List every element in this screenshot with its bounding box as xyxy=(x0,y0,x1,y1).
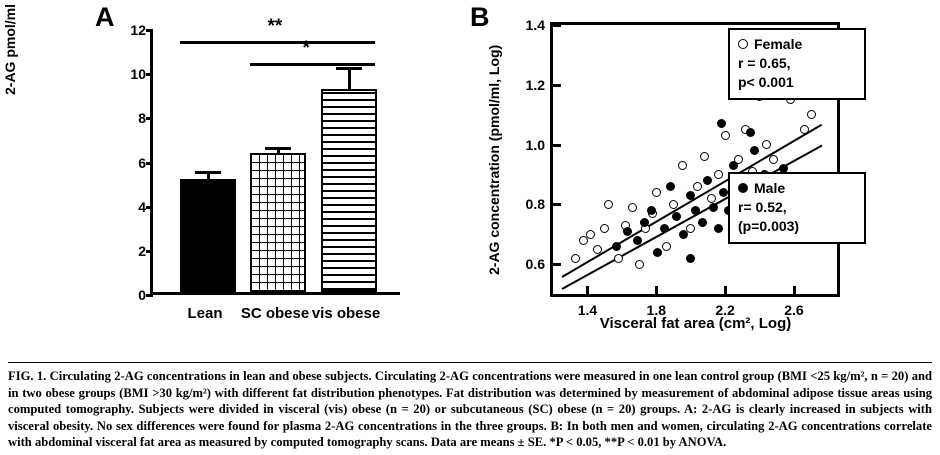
panel-a-y-tick-mark xyxy=(146,73,153,76)
panel-b-data-point xyxy=(700,152,709,161)
panel-b-data-point xyxy=(571,254,580,263)
panel-b-data-point xyxy=(662,242,671,251)
panel-a-y-tick-mark xyxy=(146,250,153,253)
panel-b-data-point xyxy=(800,125,809,134)
panel-a-significance-label: ** xyxy=(267,16,283,38)
panel-b-x-tick-mark xyxy=(793,286,796,294)
legend-female xyxy=(728,28,866,100)
panel-b-y-tick-label: 1.2 xyxy=(525,76,545,93)
panel-b xyxy=(460,0,940,350)
panel-b-y-tick-mark xyxy=(553,24,561,27)
panel-a-y-tick-mark xyxy=(146,206,153,209)
panel-a-y-tick-label: 4 xyxy=(138,198,146,215)
panel-a-significance-label: * xyxy=(302,38,310,60)
panel-b-data-point xyxy=(647,206,656,215)
panel-b-data-point xyxy=(762,140,771,149)
legend-male-p: (p=0.003) xyxy=(738,217,800,234)
caption-text: Circulating 2-AG concentrations in lean and obese subjects. Circulating 2-AG concentrations were measured in one lean control group (BMI <25 kg/m², n = 20) and in two obese groups (BMI >30 kg/m²) with different fat distribution phenotypes. Fat distribution was determined by measurement of abdominal adipose tissue areas using computed tomography. Subjects were divided in visceral (vis) obese (n = 20) or subcutaneous (SC) obese (n = 20) groups. A: 2-AG is clearly increased in subjects with visceral obesity. No sex differences were found for plasma 2-AG concentrations in the three groups. B: In both men and women, circulating 2-AG concentrations correlate with abdominal visceral fat area as measured by computed tomography scans. Data are means ± SE. *P < 0.05, **P < 0.01 by ANOVA. xyxy=(8,369,933,450)
panel-b-x-tick-mark xyxy=(655,286,658,294)
panel-a-y-tick-mark xyxy=(146,294,153,297)
panel-a-significance-line xyxy=(250,63,375,66)
panel-b-data-point xyxy=(612,242,621,251)
panel-b-x-tick-mark xyxy=(724,286,727,294)
panel-b-y-tick-mark xyxy=(553,84,561,87)
panel-a-bar-group xyxy=(250,27,306,292)
panel-b-data-point xyxy=(640,218,649,227)
panel-b-data-point xyxy=(714,170,723,179)
panel-a-x-tick-label: SC obese xyxy=(240,305,310,322)
panel-b-data-point xyxy=(653,248,662,257)
legend-male xyxy=(728,172,866,244)
panel-a-y-tick-mark xyxy=(146,29,153,32)
panel-b-data-point xyxy=(746,128,755,137)
legend-female-label: Female xyxy=(754,36,803,52)
panel-a-error-cap xyxy=(336,67,362,70)
panel-b-y-tick-label: 1.4 xyxy=(525,17,545,33)
legend-male-label: Male xyxy=(754,180,786,196)
panel-a-letter: A xyxy=(95,2,115,32)
panel-b-data-point xyxy=(679,230,688,239)
panel-a-y-tick-label: 12 xyxy=(130,22,146,38)
open-circle-icon xyxy=(738,39,748,49)
panel-b-y-tick-mark xyxy=(553,144,561,147)
panel-b-data-point xyxy=(678,161,687,170)
legend-female-p: p< 0.001 xyxy=(738,73,794,90)
panel-b-x-tick-label: 2.6 xyxy=(784,302,804,318)
panel-a-significance-line xyxy=(180,41,375,44)
caption-divider xyxy=(8,362,932,363)
panel-a-y-tick-mark xyxy=(146,117,153,120)
panel-a-y-tick-label: 6 xyxy=(138,154,146,171)
panel-b-data-point xyxy=(714,224,723,233)
caption-lead: FIG. 1. xyxy=(8,369,47,383)
panel-b-data-point xyxy=(666,182,675,191)
panel-a xyxy=(2,0,460,350)
figure-caption xyxy=(8,368,932,451)
panel-b-data-point xyxy=(586,230,595,239)
panel-b-data-point xyxy=(672,212,681,221)
panel-b-data-point xyxy=(686,224,695,233)
panel-b-data-point xyxy=(709,203,718,212)
panel-b-y-axis-label: 2-AG concentration (pmol/ml, Log) xyxy=(486,44,502,275)
legend-male-r: r= 0.52, xyxy=(738,198,787,215)
panel-a-y-tick-label: 8 xyxy=(138,110,146,127)
panel-b-data-point xyxy=(614,254,623,263)
panel-a-bars xyxy=(153,30,400,292)
panel-a-y-tick-mark xyxy=(146,162,153,165)
panel-a-bar-group xyxy=(321,27,377,292)
panel-a-y-tick-label: 10 xyxy=(130,66,146,83)
panel-b-x-axis-label: Visceral fat area (cm², Log) xyxy=(599,315,792,332)
panel-b-y-tick-label: 1.0 xyxy=(525,136,545,153)
panel-a-y-tick-label: 2 xyxy=(138,242,146,259)
panel-b-data-point xyxy=(593,245,602,254)
panel-b-y-tick-mark xyxy=(553,203,561,206)
panel-b-x-tick-mark xyxy=(586,286,589,294)
panel-a-error-bar xyxy=(348,70,351,89)
panel-b-data-point xyxy=(703,176,712,185)
panel-b-data-point xyxy=(807,110,816,119)
panel-a-bar xyxy=(180,179,236,292)
panel-a-error-cap xyxy=(265,147,291,150)
panel-b-data-point xyxy=(686,254,695,263)
panel-b-letter: B xyxy=(470,2,490,32)
panel-b-data-point xyxy=(693,182,702,191)
panel-a-x-tick-label: vis obese xyxy=(311,305,381,322)
panel-b-x-tick-label: 1.4 xyxy=(577,302,598,318)
panel-b-data-point xyxy=(698,218,707,227)
panel-b-data-point xyxy=(669,200,678,209)
panel-b-data-point xyxy=(750,146,759,155)
panel-b-y-tick-label: 0.6 xyxy=(525,256,545,273)
panel-b-data-point xyxy=(707,194,716,203)
panel-b-data-point xyxy=(652,188,661,197)
panel-a-error-bar xyxy=(207,174,210,180)
panel-b-data-point xyxy=(633,236,642,245)
panel-b-data-point xyxy=(628,203,637,212)
panel-a-error-cap xyxy=(195,171,221,174)
panel-b-data-point xyxy=(721,131,730,140)
panel-b-y-tick-mark xyxy=(553,263,561,266)
panel-a-y-axis-label: 2-AG pmol/ml xyxy=(2,3,18,95)
filled-circle-icon xyxy=(738,183,748,193)
panel-b-x-tick-label: 1.8 xyxy=(646,302,666,318)
panel-a-y-tick-label: 0 xyxy=(138,287,146,303)
panel-a-error-bar xyxy=(277,150,280,153)
panel-a-bar-group xyxy=(180,27,236,292)
panel-b-data-point xyxy=(686,191,695,200)
panel-a-x-tick-label: Lean xyxy=(187,305,223,322)
panel-b-data-point xyxy=(769,155,778,164)
panel-a-plot-area xyxy=(130,22,400,303)
panel-b-data-point xyxy=(604,200,613,209)
panel-a-bar xyxy=(321,89,377,292)
panel-a-bar xyxy=(250,153,306,292)
legend-female-r: r = 0.65, xyxy=(738,54,791,71)
panel-b-data-point xyxy=(717,119,726,128)
panel-b-data-point xyxy=(600,224,609,233)
panel-b-data-point xyxy=(623,227,632,236)
panel-b-data-point xyxy=(635,260,644,269)
panel-b-x-tick-label: 2.2 xyxy=(715,302,735,318)
panel-b-data-point xyxy=(719,188,728,197)
panel-b-y-tick-label: 0.8 xyxy=(525,196,545,213)
panel-b-data-point xyxy=(729,161,738,170)
